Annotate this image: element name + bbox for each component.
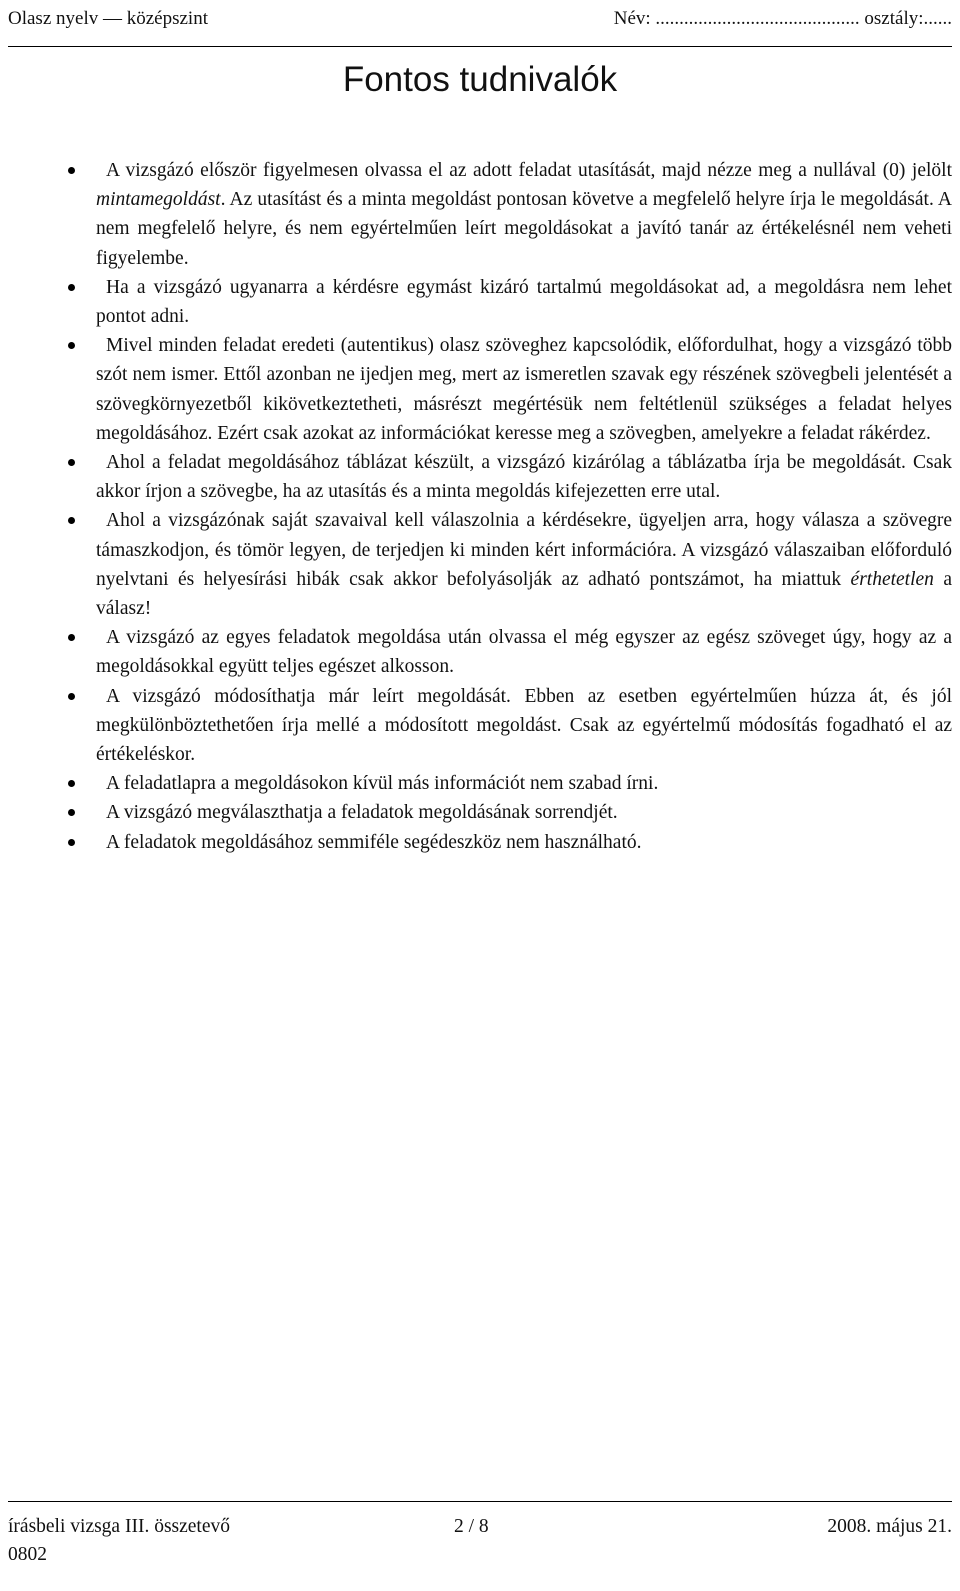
rule-text-segment: A vizsgázó először figyelmesen olvassa el az adott feladat utasítását, majd nézze meg a nullával (0) jelölt — [106, 160, 952, 181]
bullet-icon — [68, 839, 75, 846]
bullet-icon — [68, 693, 75, 700]
rule-text-segment: A feladatok megoldásához semmiféle segédeszköz nem használható. — [106, 831, 642, 853]
rule-text-segment: Ahol a feladat megoldásához táblázat készült, a vizsgázó kizárólag a táblázatba írja be megoldását. Csak akkor írjon a szövegbe, ha az utasítás és a minta megoldás kifejezetten erre utal. — [96, 452, 952, 503]
bullet-icon — [68, 284, 75, 291]
footer-date: 2008. május 21. — [827, 1516, 952, 1537]
rule-text-italic: mintamegoldást — [96, 189, 221, 211]
bullet-icon — [68, 459, 75, 466]
page-footer — [8, 1501, 952, 1565]
rule-text-segment: a válasz! — [96, 568, 952, 620]
rule-text — [96, 452, 952, 502]
rules-list — [96, 156, 952, 857]
rule-text-segment: A vizsgázó az egyes feladatok megoldása után olvassa el még egyszer az egész szöveget úgy, hogy az a megoldásokkal együtt teljes egészet alkosson. — [96, 627, 952, 678]
rule-item — [96, 331, 952, 448]
rule-text — [96, 802, 618, 823]
rule-item — [96, 448, 952, 506]
bullet-icon — [68, 167, 75, 174]
page-title: Fontos tudnivalók — [342, 60, 618, 99]
rule-text — [96, 510, 952, 619]
rule-text — [96, 160, 952, 269]
rule-text — [96, 627, 952, 677]
rule-item — [96, 273, 952, 331]
rule-item — [96, 798, 952, 827]
header-name-class-field: Név: ........................................... osztály:...... — [613, 8, 952, 29]
rule-text — [96, 686, 952, 765]
rule-text-segment: . Az utasítást és a minta megoldást pontosan követve a megfelelő helyre írja le megoldását. A nem megfelelő helyre, és nem egyértelműen leírt megoldásokat a javító tanár az értékelésnél nem veheti figyelembe. — [96, 189, 952, 269]
rule-item — [96, 769, 952, 798]
page-header — [8, 0, 952, 47]
bullet-icon — [68, 342, 75, 349]
bullet-icon — [68, 780, 75, 787]
rule-text — [96, 773, 658, 794]
header-subject: Olasz nyelv — középszint — [8, 8, 208, 29]
bullet-icon — [68, 517, 75, 524]
footer-page-number: 2 / 8 — [454, 1516, 489, 1537]
bullet-icon — [68, 634, 75, 641]
rule-text-segment: A feladatlapra a megoldásokon kívül más információt nem szabad írni. — [106, 773, 659, 795]
rule-item — [96, 682, 952, 770]
rule-text — [96, 832, 642, 853]
bullet-icon — [68, 809, 75, 816]
rule-text — [96, 277, 952, 327]
rule-text-italic: érthetetlen — [850, 568, 934, 590]
rule-item — [96, 506, 952, 623]
footer-code: 0802 — [8, 1544, 47, 1565]
rule-text-segment: Ahol a vizsgázónak saját szavaival kell válaszolnia a kérdésekre, ügyeljen arra, hogy válasza a szövegre támaszkodjon, és tömör legyen, de terjedjen ki minden kért információra. A vizsgázó válaszaiban előforduló nyelvtani és helyesírási hibák csak akkor befolyásolják az adható pontszámot, ha miattuk — [96, 510, 952, 590]
rule-text-segment: A vizsgázó módosíthatja már leírt megoldását. Ebben az esetben egyértelműen húzza át, és jól megkülönböztethetően írja mellé a módosított megoldást. Csak az egyértelmű módosítás fogadható el az értékeléskor. — [96, 685, 952, 766]
rule-text-segment: A vizsgázó megválaszthatja a feladatok megoldásának sorrendjét. — [106, 802, 618, 824]
rule-item — [96, 828, 952, 857]
rule-text-segment: Mivel minden feladat eredeti (autentikus) olasz szöveghez kapcsolódik, előfordulhat, hogy a vizsgázó több szót nem ismer. Ettől azonban ne ijedjen meg, mert az ismeretlen szavak egy részének szövegbeli jelentését a szövegkörnyezetből kikövetkeztetheti, másrészt megértésük nem feltétlenül szükséges a feladat helyes megoldásához. Ezért csak azokat az információkat keresse meg a szövegben, amelyekre a feladat rákérdez. — [96, 335, 952, 444]
rule-text — [96, 335, 952, 444]
rule-item — [96, 156, 952, 273]
footer-exam-part: írásbeli vizsga III. összetevő — [8, 1516, 231, 1537]
rule-item — [96, 623, 952, 681]
rule-text-segment: Ha a vizsgázó ugyanarra a kérdésre egymást kizáró tartalmú megoldásokat ad, a megoldásra nem lehet pontot adni. — [96, 276, 952, 328]
